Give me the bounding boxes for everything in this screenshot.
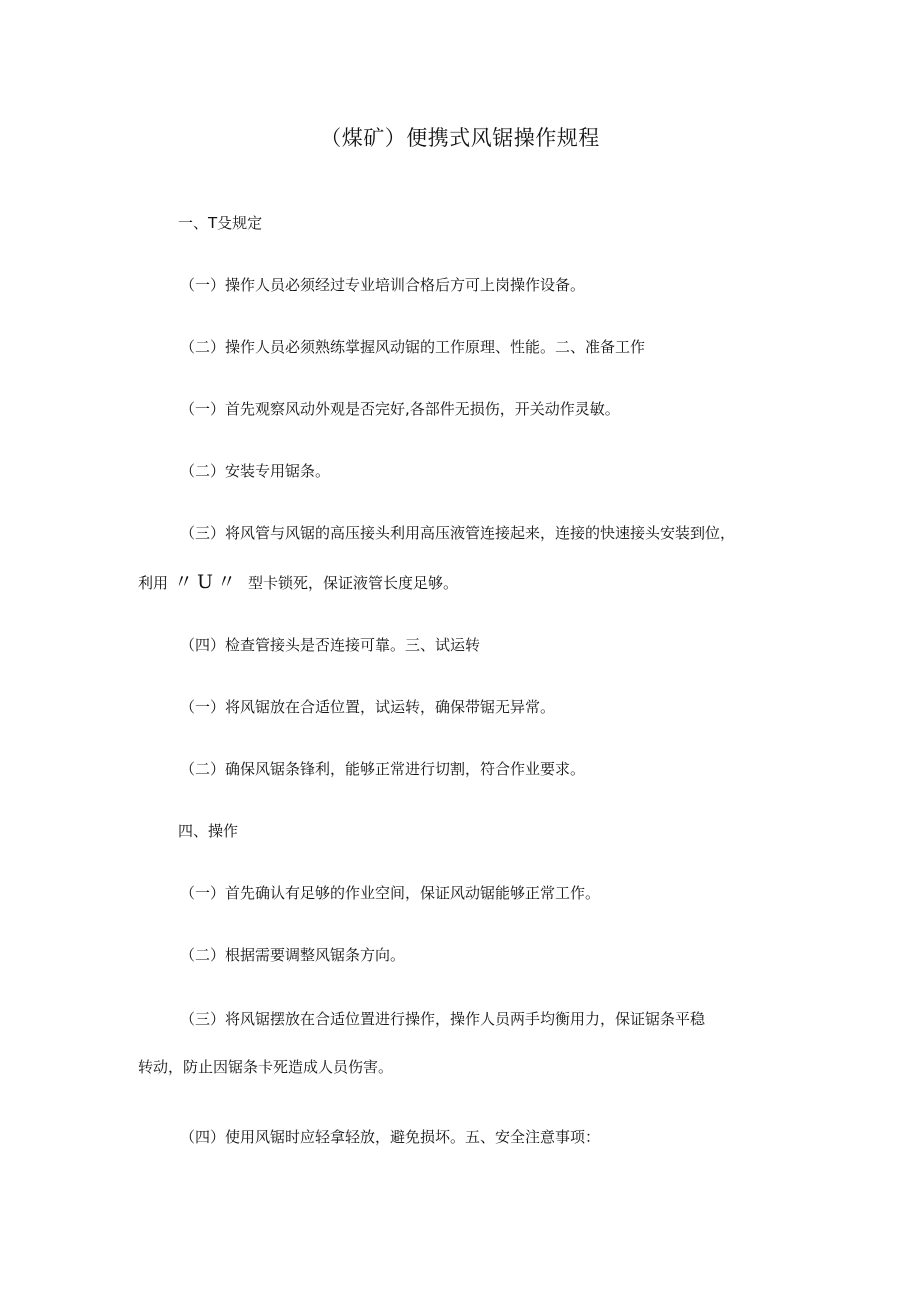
paragraph: （二）根据需要调整风锯条方向。 [180,946,406,964]
paragraph: （四）检查管接头是否连接可靠。三、试运转 [180,636,481,654]
paragraph: （二）安装专用锯条。 [180,462,331,480]
u-line-prefix: 利用 [138,574,169,592]
document-title: （煤矿）便携式风锯操作规程 [320,126,600,150]
paragraph: （二）确保风锯条锋利，能够正常进行切割，符合作业要求。 [180,760,586,778]
paragraph: （一）首先观察风动外观是否完好,各部件无损伤，开关动作灵敏。 [180,400,620,418]
paragraph: （三）将风锯摆放在合适位置进行操作，操作人员两手均衡用力，保证锯条平稳 [180,1010,706,1028]
paragraph-continuation: 转动，防止因锯条卡死造成人员伤害。 [138,1058,394,1076]
paragraph: （一）将风锯放在合适位置，试运转，确保带锯无异常。 [180,698,556,716]
u-line-suffix: 型卡锁死，保证液管长度足够。 [248,574,459,592]
paragraph-continuation [138,571,458,594]
section-heading-operation: 四、操作 [178,822,239,840]
paragraph: （三）将风管与风锯的高压接头利用高压液管连接起来，连接的快速接头安装到位， [180,524,736,542]
u-shape-mark: 〃U〃 [174,571,241,593]
paragraph: （一）操作人员必须经过专业培训合格后方可上岗操作设备。 [180,276,586,294]
paragraph: （二）操作人员必须熟练掌握风动锯的工作原理、性能。二、准备工作 [180,338,646,356]
section-heading-general: 一、T殳规定 [178,214,263,232]
paragraph: （一）首先确认有足够的作业空间，保证风动锯能够正常工作。 [180,884,601,902]
paragraph: （四）使用风锯时应轻拿轻放，避免损坏。五、安全注意事项： [180,1128,601,1146]
